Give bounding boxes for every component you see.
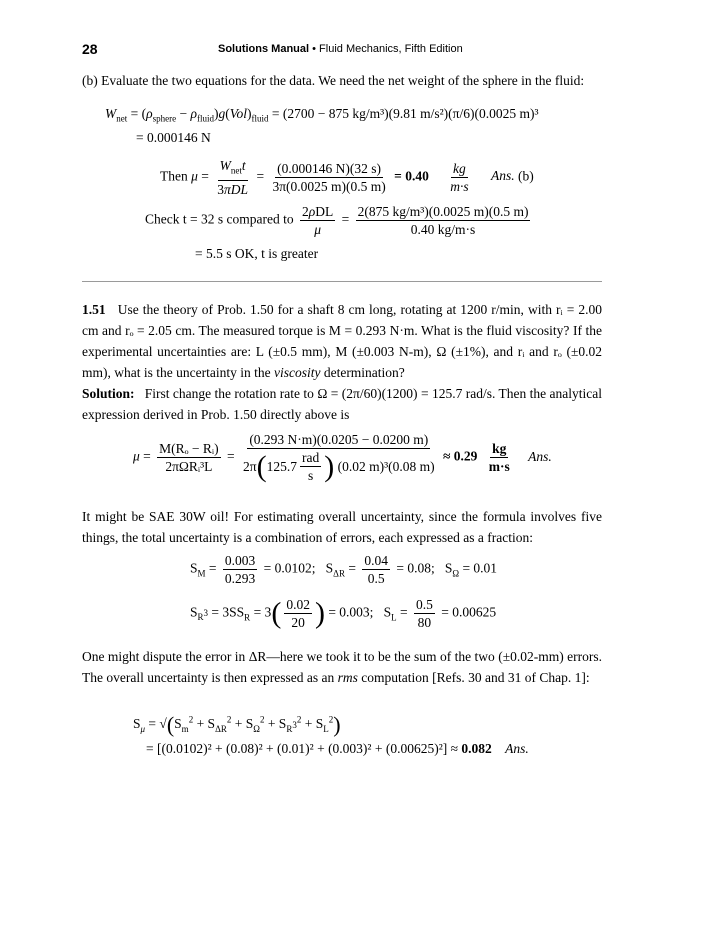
viscosity-value: ≈ 0.29	[442, 448, 478, 464]
viscosity-equation: μ = $\frac{\text{M(Rₒ − Rᵢ)}}{\text{2πΩRᵢ³L}}$ = (0.293 N·m)(0.0205 − 0.0200 m) 2π ( 125.7 $\frac{\text{rad}}{s}$ ) (0.02 m)³(0.08 m) ≈ 0.29 $\frac{kg}{m\cdot s}$ Ans.	[133, 432, 552, 483]
viscosity-units: $\frac{kg}{m\cdot s}$	[488, 441, 510, 474]
ans-label-b: Ans.	[490, 168, 515, 184]
mu-symbolic-fraction: $\frac{W_{net}t}{\text{3πDL}}$	[217, 158, 249, 197]
solution-intro: Solution: First change the rotation rate to Ω = (2π/60)(1200) = 125.7 rad/s. Then the analytical expression derived in Prob. 1.50 directly above is	[82, 386, 602, 422]
wnet-result: = 0.000146 N	[136, 130, 211, 145]
mu-lhs-fraction: $\frac{\text{M(Rₒ − Rᵢ)}}{\text{2πΩRᵢ³L}}$	[159, 441, 219, 474]
problem-number: 1.51	[82, 302, 106, 317]
check-equation: Check t = 32 s compared to $\frac{\text{2ρDL}}{\mu}$ = $\frac{\text{2(875 kg/m³)(0.0025 m)(0.5 m)}}{0.40 kg/m\cdot s}$	[145, 204, 529, 237]
header-manual: Solutions Manual	[218, 43, 310, 55]
rms-paragraph: One might dispute the error in ΔR—here we took it to be the sum of the two (±0.02-mm) errors. The overall uncertainty is then expressed as an rms computation [Refs. 30 and 31 of Chap. 1]:	[82, 649, 602, 685]
wnet-values: = (2700 − 875 kg/m³)(9.81 m/s²)(π/6)(0.0025 m)³	[271, 106, 539, 121]
check-numeric-fraction: $\frac{\text{2(875 kg/m³)(0.0025 m)(0.5 m)}}{0.40 kg/m\cdot s}$	[357, 204, 529, 237]
section-divider	[82, 281, 602, 282]
mu-value: = 0.40	[394, 168, 429, 184]
mu-rhs-fraction: (0.293 N·m)(0.0205 − 0.0200 m) 2π ( 125.7 $\frac{\text{rad}}{s}$ ) (0.02 m)³(0.08 m)	[243, 432, 435, 483]
mu-equation-b: Then μ = $\frac{W_{net}t}{\text{3πDL}}$ = $\frac{(0.000146 N)(32 s)}{3\pi(0.0025 m)(0.5 m)}$ = 0.40 $\frac{kg}{m\cdot s}$ Ans. (b)	[160, 158, 534, 197]
sm-sdr-somega-line: $S_M$ = $\frac{0.003}{0.293}$ = 0.0102; $S_{\Delta R}$ = $\frac{0.04}{0.5}$ = 0.08; $S_\Omega = 0.01$	[190, 553, 498, 586]
header-book: Fluid Mechanics, Fifth Edition	[319, 43, 463, 55]
check-label: Check t = 32 s compared to	[145, 211, 294, 227]
check-result: = 5.5 s OK, t is greater	[195, 246, 319, 261]
mu-units: $\frac{kg}{m\cdot s}$	[450, 160, 469, 194]
solution-label: Solution:	[82, 386, 135, 401]
final-uncertainty: 0.082	[461, 741, 492, 756]
page-number: 28	[82, 41, 98, 57]
part-b-intro: (b) Evaluate the two equations for the data. We need the net weight of the sphere in the fluid:	[82, 73, 585, 88]
final-ans: Ans.	[505, 741, 529, 756]
header-bullet: •	[312, 43, 316, 55]
uncertainty-paragraph: It might be SAE 30W oil! For estimating overall uncertainty, since the formula involves five things, the total uncertainty is a combination of errors, each expressed as a fraction:	[82, 509, 602, 545]
s-mu-definition: $S_\mu = √(S_m^2 + S_{\Delta R}^2 + S_\Omega^2 + S_{R^3}^2 + S_L^2)$	[133, 712, 341, 737]
mu-numeric-fraction: $\frac{(0.000146 N)(32 s)}{3\pi(0.0025 m)(0.5 m)}$	[272, 160, 386, 194]
sr3-sl-line: $S_{R^3} = 3SS_R = 3$( $\frac{0.02}{20}$ ) = 0.003; $S_L$ = $\frac{0.5}{80}$ = 0.00625	[190, 596, 497, 630]
viscosity-ans: Ans.	[528, 448, 552, 464]
problem-statement: 1.51 Use the theory of Prob. 1.50 for a shaft 8 cm long, rotating at 1200 r/min, with rᵢ = 2.00 cm and rₒ = 2.05 cm. The measured torque is M = 0.293 N·m. What is the fluid viscosity? If the experimental uncertainties are: L (±0.5 mm), M (±0.003 N-m), Ω (±1%), and rᵢ and rₒ (±0.02 mm), what is the uncertainty in the viscosity determination?	[82, 302, 602, 380]
ans-part-b: (b)	[517, 168, 534, 184]
s-mu-result: = [(0.0102)² + (0.08)² + (0.01)² + (0.003)² + (0.00625)²] ≈ 0.082 Ans.	[146, 741, 529, 756]
wnet-equation: $W_{net} = (\rho_{sphere} - \rho_{fluid})g(Vol)_{fluid} = (2700 - 875$ kg/m³)(9.81 m/s²)(π/6)(0.0025 m)³	[105, 106, 539, 124]
then-label: Then	[160, 168, 188, 184]
running-header	[218, 43, 463, 55]
check-symbolic-fraction: $\frac{\text{2ρDL}}{\mu}$	[301, 204, 334, 237]
